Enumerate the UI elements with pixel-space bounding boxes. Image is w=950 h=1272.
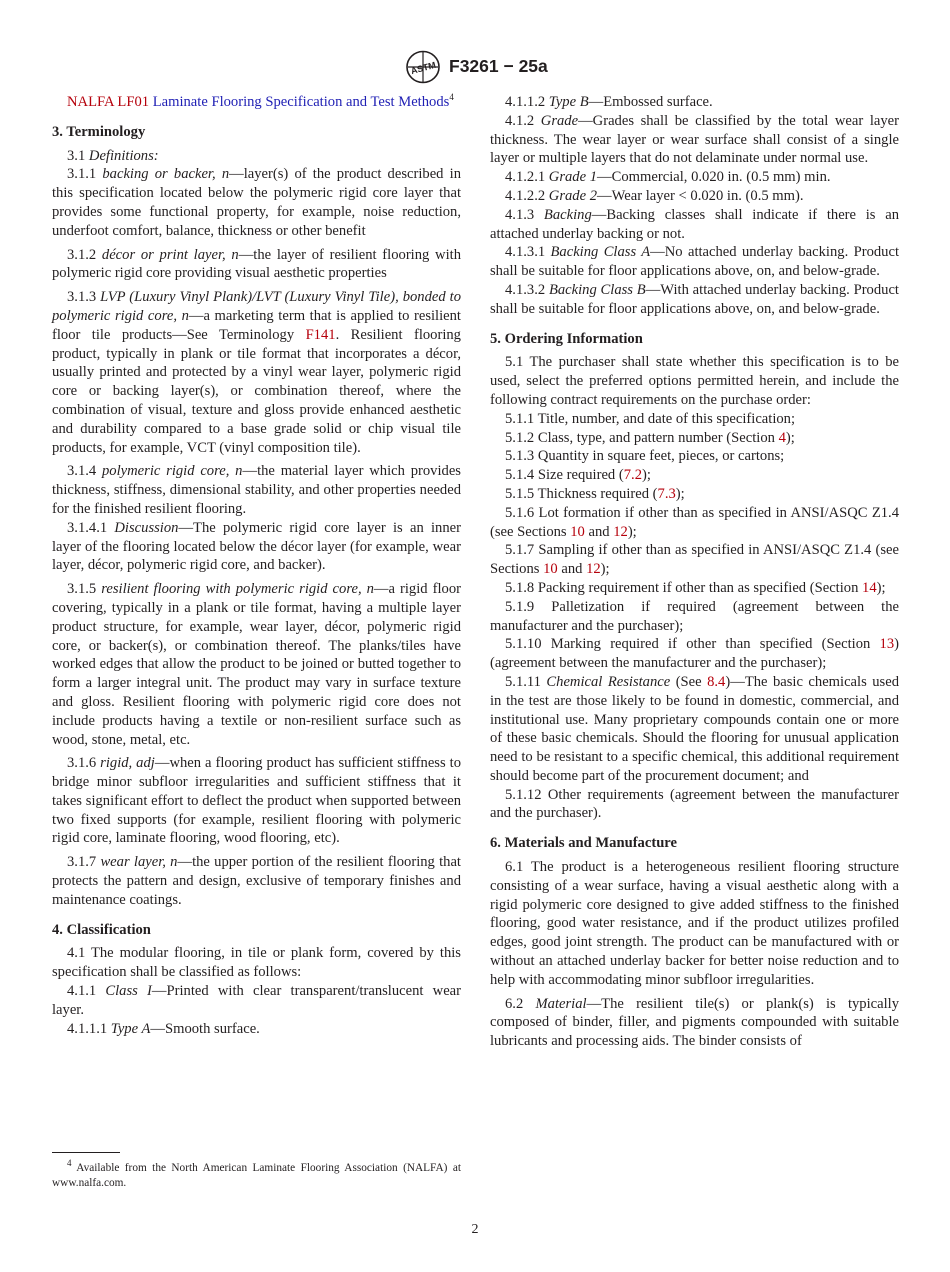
para-3-1-1: 3.1.1 backing or backer, n—layer(s) of the product described in this specification located below the polymeric rigid core layer that provides some functional property, for example, noise reduction, underfoot comfort, balance, thickness or other benefit bbox=[52, 166, 462, 239]
para-5-1-2: 5.1.2 Class, type, and pattern number (Section 4); bbox=[505, 429, 795, 446]
reference-section-10[interactable]: 10 bbox=[543, 561, 558, 578]
para-4-1-3-2: 4.1.3.2 Backing Class B—With attached underlay backing. Product shall be suitable for floor applications above, on, and below-grade. bbox=[490, 281, 899, 317]
para-3-1-4: 3.1.4 polymeric rigid core, n—the material layer which provides thickness, stiffness, dimensional stability, and other properties needed for the finished resilient flooring. bbox=[52, 463, 461, 517]
para-5-1-11: 5.1.11 Chemical Resistance (See 8.4)—The basic chemicals used in the test are those likely to be found in domestic, commercial, and institutional use. Many proprietary compounds contain one or more of these basic chemicals. Should the flooring for unusual application need to be resistant to a specific chemical, this additional requirement should become part of the procurement document; and bbox=[490, 673, 899, 784]
footnote-marker: 4 bbox=[449, 92, 454, 103]
para-4-1-3-1: 4.1.3.1 Backing Class A—No attached underlay backing. Product shall be suitable for floor applications above, on, and below-grade. bbox=[490, 244, 899, 280]
astm-logo-icon bbox=[405, 50, 441, 84]
para-3-1-5: 3.1.5 resilient flooring with polymeric rigid core, n—a rigid floor covering, typically in a plank or tile format, having a multiple layer product structure, for example, wear layer, décor, polymeric rigid core, or backer(s), or combination thereof. The planks/tiles have worked edges that allow the product to be joined or butted together to form a larger integral unit. The product may vary in surface texture and gloss. Resilient flooring with polymeric rigid core does not include products having a textile or non-resilient surface such as wood, stone, metal, etc. bbox=[52, 581, 461, 748]
reference-nalfa-code[interactable]: NALFA LF01 bbox=[67, 94, 150, 110]
para-4-1-3: 4.1.3 Backing—Backing classes shall indicate if there is an attached underlay backing or not. bbox=[490, 206, 899, 242]
reference-section-10[interactable]: 10 bbox=[570, 523, 585, 540]
section-4-heading: 4. Classification bbox=[52, 921, 151, 938]
para-5-1-4: 5.1.4 Size required (7.2); bbox=[505, 467, 651, 484]
section-3-heading: 3. Terminology bbox=[52, 123, 146, 140]
section-6-heading: 6. Materials and Manufacture bbox=[490, 835, 677, 852]
reference-8-4[interactable]: 8.4 bbox=[707, 673, 726, 690]
para-4-1-2: 4.1.2 Grade—Grades shall be classified by the total wear layer thickness. The wear layer or wear surface shall consist of a single layer or multiple layers that do not delaminate under normal use. bbox=[490, 112, 899, 167]
reference-f141[interactable]: F141 bbox=[305, 326, 336, 343]
reference-7-2[interactable]: 7.2 bbox=[623, 467, 642, 484]
para-4-1: 4.1 The modular flooring, in tile or plank form, covered by this specification shall be classified as follows: bbox=[52, 945, 461, 981]
para-5-1-12: 5.1.12 Other requirements (agreement between the manufacturer and the purchaser). bbox=[490, 786, 899, 822]
right-column bbox=[490, 93, 899, 1051]
page-header bbox=[0, 50, 950, 86]
footnote-divider bbox=[52, 1152, 120, 1153]
para-5-1-3: 5.1.3 Quantity in square feet, pieces, or cartons; bbox=[505, 448, 785, 465]
para-5-1-6: 5.1.6 Lot formation if other than as specified in ANSI/ASQC Z1.4 (see Sections 10 and 12); bbox=[490, 504, 899, 540]
para-5-1-7: 5.1.7 Sampling if other than as specified in ANSI/ASQC Z1.4 (see Sections 10 and 12); bbox=[490, 542, 899, 578]
para-3-1-7: 3.1.7 wear layer, n—the upper portion of the resilient flooring that protects the pattern and design, exclusive of temporary finishes and maintenance coatings. bbox=[52, 854, 461, 908]
para-4-1-1-2: 4.1.1.2 Type B—Embossed surface. bbox=[505, 94, 713, 110]
reference-section-12[interactable]: 12 bbox=[586, 561, 601, 578]
svg-text:ASTM: ASTM bbox=[409, 59, 437, 77]
para-6-1: 6.1 The product is a heterogeneous resilient flooring structure consisting of a wear surface, having a visual aesthetic along with a rigid polymeric core designed to give added stiffness to the finished flooring, good water resistance, and if the product utilizes profiled edges, good joint strength. The product can be manufactured with or without an attached underlay backer for better noise reduction and to help with accommodating minor subfloor irregularities. bbox=[490, 859, 899, 988]
reference-section-14[interactable]: 14 bbox=[862, 579, 877, 596]
para-5-1-8: 5.1.8 Packing requirement if other than as specified (Section 14); bbox=[505, 579, 886, 596]
para-5-1-5: 5.1.5 Thickness required (7.3); bbox=[505, 485, 685, 502]
para-4-1-2-2: 4.1.2.2 Grade 2—Wear layer < 0.020 in. (0.5 mm). bbox=[505, 187, 804, 204]
reference-section-13[interactable]: 13 bbox=[879, 636, 895, 653]
para-4-1-1-1: 4.1.1.1 Type A—Smooth surface. bbox=[67, 1020, 260, 1037]
para-3-1-6: 3.1.6 rigid, adj—when a flooring product has sufficient stiffness to bridge minor subfloor irregularities and sufficient stiffness that it takes significant effort to deflect the product when supported between two fixed supports (for example, resilient flooring with polymeric rigid core, laminate flooring, wood flooring, etc). bbox=[52, 755, 461, 847]
para-3-1-3: 3.1.3 LVP (Luxury Vinyl Plank)/LVT (Luxury Vinyl Tile), bonded to polymeric rigid core, n—a marketing term that is applied to resilient floor tile products—See Terminology F141. Resilient flooring product, typically in plank or tile format that incorporates a décor, usually printed and protected by a vinyl wear layer, polymeric rigid core or backing layer(s), or combination thereof, where the combination of visual, texture and gloss provide enhanced aesthetic and durability compared to a base grade solid or chip visual tile products, for example, VCT (vinyl composition tile). bbox=[52, 289, 461, 456]
para-3-1: 3.1 Definitions: bbox=[67, 147, 159, 164]
reference-section-12[interactable]: 12 bbox=[613, 523, 628, 540]
document-id: F3261 − 25a bbox=[449, 56, 548, 76]
reference-nalfa-title[interactable]: Laminate Flooring Specification and Test Methods bbox=[152, 94, 450, 110]
para-5-1-10: 5.1.10 Marking required if other than specified (Section 13) (agreement between the manufacturer and the purchaser); bbox=[490, 636, 899, 672]
left-column bbox=[52, 93, 461, 1038]
para-3-1-2: 3.1.2 décor or print layer, n—the layer of resilient flooring with polymeric rigid core providing visual aesthetic properties bbox=[52, 246, 461, 282]
footnote: $^4$ Available from the North American Laminate Flooring Association (NALFA) at www.nalfa.com. bbox=[52, 1158, 461, 1189]
para-5-1: 5.1 The purchaser shall state whether this specification is to be used, select the preferred options permitted herein, and include the following contract requirements on the purchase order: bbox=[490, 354, 899, 408]
page-number: 2 bbox=[471, 1222, 479, 1237]
para-5-1-9: 5.1.9 Palletization if required (agreement between the manufacturer and the purchaser); bbox=[490, 598, 899, 634]
para-4-1-2-1: 4.1.2.1 Grade 1—Commercial, 0.020 in. (0.5 mm) min. bbox=[505, 169, 831, 186]
para-4-1-1: 4.1.1 Class I—Printed with clear transparent/translucent wear layer. bbox=[52, 983, 462, 1018]
reference-section-4[interactable]: 4 bbox=[778, 429, 786, 446]
section-5-heading: 5. Ordering Information bbox=[490, 330, 643, 347]
para-5-1-1: 5.1.1 Title, number, and date of this specification; bbox=[505, 410, 796, 427]
reference-7-3[interactable]: 7.3 bbox=[657, 485, 676, 502]
para-6-2: 6.2 Material—The resilient tile(s) or plank(s) is typically composed of binder, filler, and pigments compounded with suitable lubricants and processing aids. The binder consists of bbox=[490, 995, 900, 1050]
para-3-1-4-1: 3.1.4.1 Discussion—The polymeric rigid core layer is an inner layer of the flooring located below the décor layer (for example, wear layer, décor, polymeric rigid core, and backer). bbox=[52, 519, 461, 574]
reference-nalfa bbox=[52, 93, 461, 112]
